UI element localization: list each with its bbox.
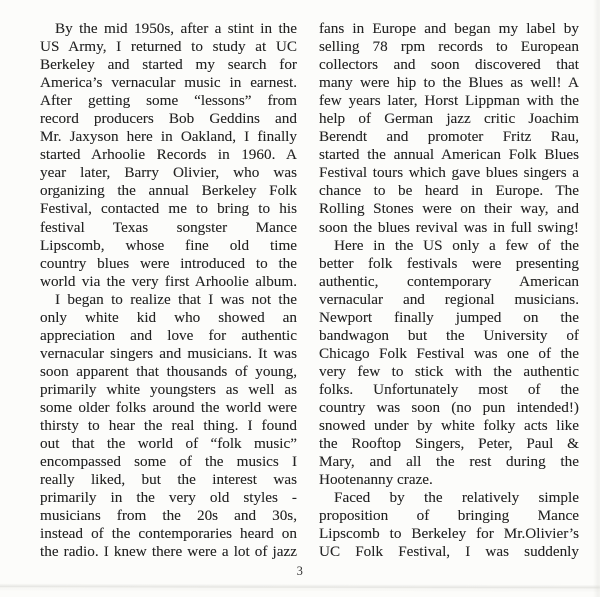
text-line: the radio. I knew there were a lot of jazz [40,543,297,561]
text-line: Mr. Jaxyson here in Oakland, I finally [40,128,297,146]
text-line: Hootenanny craze. [319,471,433,489]
text-line: many were hip to the Blues as well! A [319,74,579,92]
text-line: Rolling Stones were on their way, and [319,200,579,218]
text-line: encompassed some of the musics I [40,453,297,471]
text-line: the Rooftop Singers, Peter, Paul & [319,435,579,453]
text-line: out that the world of “folk music” [40,435,297,453]
text-line: vernacular and regional musicians. [319,290,579,308]
text-line: UC Folk Festival, I was suddenly [319,543,579,561]
text-line: primarily in the very old styles - [40,489,297,507]
text-line: started the annual American Folk Blues [319,146,579,164]
text-line: started Arhoolie Records in 1960. A [40,146,297,164]
text-column-left [40,20,297,561]
text-line: festival Texas songster Mance [40,218,297,236]
text-line: Chicago Folk Festival was one of the [319,344,579,362]
text-line: country was soon (no pun intended!) [319,398,579,416]
text-line: vernacular singers and musicians. It was [40,344,297,362]
text-line: instead of the contemporaries heard on [40,525,297,543]
text-line: Lipscomb to Berkeley for Mr.Olivier’s [319,525,579,543]
text-line: America’s vernacular music in earnest. [40,74,297,92]
text-line: thirsty to hear the real thing. I found [40,417,297,435]
text-line: really liked, but the interest was [40,471,297,489]
text-line: snowed under by white folky acts like [319,417,579,435]
text-line: Lipscomb, whose fine old time [40,236,297,254]
text-line: Faced by the relatively simple [334,489,579,507]
text-line: help of German jazz critic Joachim [319,110,579,128]
text-line: year later, Barry Olivier, who was [40,164,297,182]
text-line: musicians from the 20s and 30s, [40,507,297,525]
text-line: proposition of bringing Mance [319,507,579,525]
text-line: Mary, and all the rest during the [319,453,579,471]
text-line: Here in the US only a few of the [334,236,579,254]
text-line: record producers Bob Geddins and [40,110,297,128]
text-line: appreciation and love for authentic [40,326,297,344]
text-line: soon the blues revival was in full swing! [319,218,579,236]
page-number: 3 [296,564,304,578]
text-line: authentic, contemporary American [319,272,579,290]
text-line: bandwagon but the University of [319,326,579,344]
scan-edge-right [593,0,600,597]
text-line: folks. Unfortunately most of the [319,380,579,398]
text-line: collectors and soon discovered that [319,56,579,74]
text-line: world via the very first Arhoolie album. [40,272,297,290]
text-line: Berkeley and started my search for [40,56,297,74]
text-line: I began to realize that I was not the [55,290,297,308]
text-line: selling 78 rpm records to European [319,38,579,56]
text-line: primarily white youngsters as well as [40,380,297,398]
text-line: soon apparent that thousands of young, [40,362,297,380]
text-line: very few to stick with the authentic [319,362,579,380]
text-line: better folk festivals were presenting [319,254,579,272]
scan-edge-bottom [0,583,600,591]
text-line: Festival tours which gave blues singers a [319,164,579,182]
text-line: By the mid 1950s, after a stint in the [55,20,297,37]
text-line: After getting some “lessons” from [40,92,297,110]
text-line: fans in Europe and began my label by [319,20,579,37]
text-line: Festival, contacted me to bring to his [40,200,297,218]
text-line: US Army, I returned to study at UC [40,38,297,56]
text-column-right [319,20,579,561]
text-line: country blues were introduced to the [40,254,297,272]
text-line: Berendt and promoter Fritz Rau, [319,128,579,146]
text-line: Newport finally jumped on the [319,308,579,326]
text-line: some older folks around the world were [40,398,297,416]
text-line: few years later, Horst Lippman with the [319,92,579,110]
text-line: only white kid who showed an [40,308,297,326]
text-line: chance to be heard in Europe. The [319,182,579,200]
text-line: organizing the annual Berkeley Folk [40,182,297,200]
